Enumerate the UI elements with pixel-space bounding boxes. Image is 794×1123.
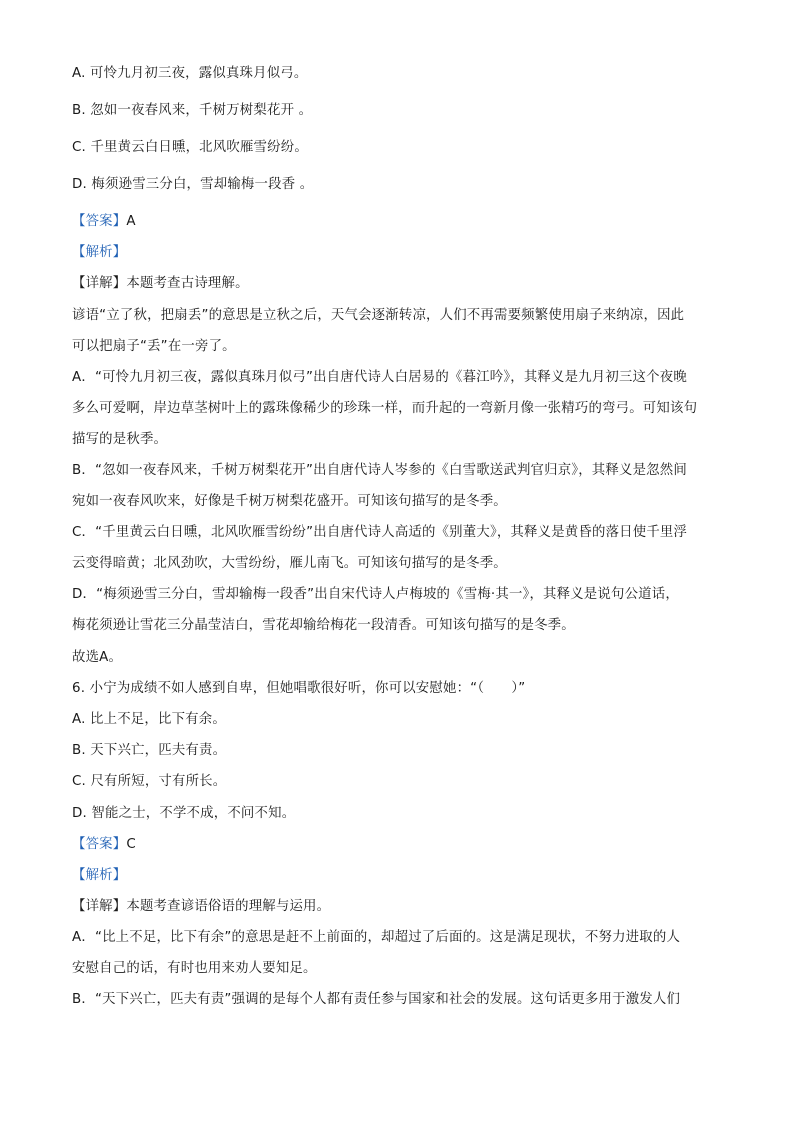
q5-option-c: C. 千里黄云白日曛，北风吹雁雪纷纷。 xyxy=(72,140,308,155)
q6-option-b: B. 天下兴亡，匹夫有责。 xyxy=(72,743,227,758)
q5-explain-line: C．“千里黄云白日曛，北风吹雁雪纷纷”出自唐代诗人高适的《别董大》，其释义是黄昏的落日使千里浮 xyxy=(72,525,688,540)
q5-explain-line: 梅花须逊让雪花三分晶莹洁白，雪花却输给梅花一段清香。可知该句描写的是冬季。 xyxy=(72,618,575,633)
detail-tag: 【详解】 xyxy=(72,899,127,914)
q5-conclusion: 故选A。 xyxy=(72,650,123,665)
q6-explain-line: A．“比上不足，比下有余”的意思是赶不上前面的，却超过了后面的。这是满足现状，不努力进取的人 xyxy=(72,930,681,945)
q6-stem: 6. 小宁为成绩不如人感到自卑，但她唱歌很好听，你可以安慰她：“（ ）” xyxy=(72,681,526,696)
q5-option-a: A. 可怜九月初三夜，露似真珠月似弓。 xyxy=(72,66,308,81)
q5-analysis-tag xyxy=(72,243,126,263)
q5-explain-line: B．“忽如一夜春风来，千树万树梨花开”出自唐代诗人岑参的《白雪歌送武判官归京》，其释义是忽然间 xyxy=(72,463,687,478)
answer-value: C xyxy=(126,837,136,852)
q5-answer-line xyxy=(72,212,136,232)
detail-text: 本题考查谚语俗语的理解与运用。 xyxy=(126,899,331,914)
answer-tag: 【答案】 xyxy=(72,214,127,229)
q5-explain-line: 描写的是秋季。 xyxy=(72,432,168,447)
q6-option-c: C. 尺有所短，寸有所长。 xyxy=(72,774,227,789)
q5-explain-line: D．“梅须逊雪三分白，雪却输梅一段香”出自宋代诗人卢梅坡的《雪梅·其一》，其释义是说句公道话， xyxy=(72,587,679,602)
q5-explain-line: A．“可怜九月初三夜，露似真珠月似弓”出自唐代诗人白居易的《暮江吟》，其释义是九月初三这个夜晚 xyxy=(72,370,687,385)
q5-explain-line: 宛如一夜春风吹来，好像是千树万树梨花盛开。可知该句描写的是冬季。 xyxy=(72,494,507,509)
answer-value: A xyxy=(126,214,136,229)
q6-detail-line xyxy=(72,897,330,917)
q6-explain-line: B．“天下兴亡，匹夫有责”强调的是每个人都有责任参与国家和社会的发展。这句话更多用于激发人们 xyxy=(72,992,681,1007)
q6-option-a: A. 比上不足，比下有余。 xyxy=(72,712,226,727)
q5-explain-line: 多么可爱啊，岸边草茎树叶上的露珠像稀少的珍珠一样，而升起的一弯新月像一张精巧的弯弓。可知该句 xyxy=(72,401,698,416)
q6-analysis-tag xyxy=(72,866,126,886)
detail-text: 本题考查古诗理解。 xyxy=(126,276,249,291)
q6-answer-line xyxy=(72,835,136,855)
q6-option-d: D. 智能之士，不学不成，不问不知。 xyxy=(72,806,296,821)
q5-detail-line xyxy=(72,274,249,294)
analysis-tag: 【解析】 xyxy=(72,245,127,260)
detail-tag: 【详解】 xyxy=(72,276,127,291)
q6-explain-line: 安慰自己的话，有时也用来劝人要知足。 xyxy=(72,961,317,976)
answer-tag: 【答案】 xyxy=(72,837,127,852)
q5-explain-line: 可以把扇子“丢”在一旁了。 xyxy=(72,339,236,354)
q5-option-b: B. 忽如一夜春风来，千树万树梨花开 。 xyxy=(72,103,313,118)
analysis-tag: 【解析】 xyxy=(72,868,127,883)
q5-explain-line: 谚语“立了秋，把扇丢”的意思是立秋之后，天气会逐渐转凉，人们不再需要频繁使用扇子来纳凉，因此 xyxy=(72,308,685,323)
q5-explain-line: 云变得暗黄；北风劲吹，大雪纷纷，雁儿南飞。可知该句描写的是冬季。 xyxy=(72,556,507,571)
q5-option-d: D. 梅须逊雪三分白，雪却输梅一段香 。 xyxy=(72,177,314,192)
